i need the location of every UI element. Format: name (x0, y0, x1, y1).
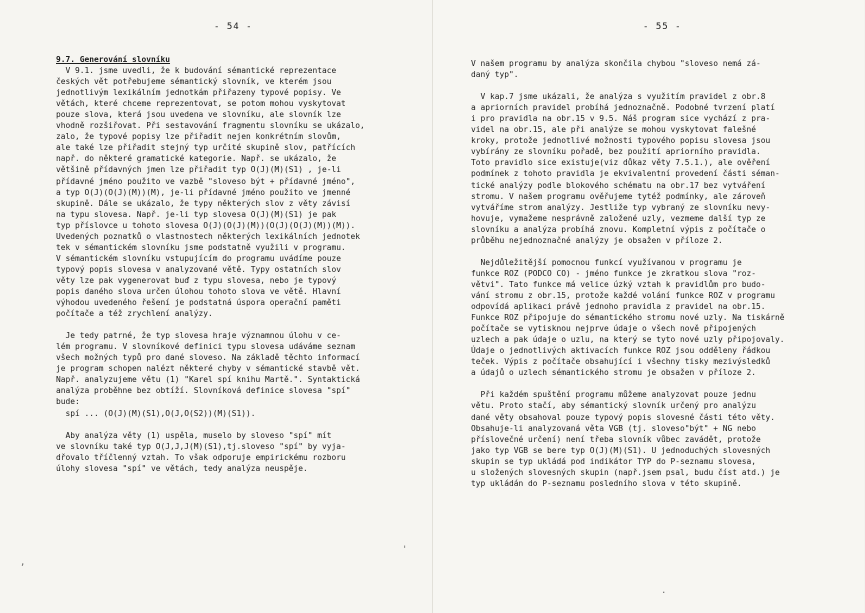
text-line: lém programu. V slovníkové definici typu slovesa udáváme seznam (56, 342, 356, 352)
text-line: Uvedených poznatků o vlastnostech některých lexikálních jednotek (56, 231, 361, 241)
margin-mark: ' (402, 545, 408, 555)
text-line: počítače se vytisknou nejprve údaje o všech nově připojených (471, 324, 757, 334)
text-line: ve slovníku také typ O(J,J,J(M)(S1),tj.sloveso "spí" by vyja- (56, 441, 346, 451)
text-line: všech možných typů pro dané sloveso. Na základě těchto informací (56, 353, 361, 363)
left-page (0, 0, 432, 613)
margin-mark: , (20, 558, 26, 568)
text-line: věty lze pak vygenerovat buď z typu slovesa, nebo je typový (56, 275, 337, 285)
text-line: českých vět potřebujeme sémantický slovník, ve kterém jsou (56, 77, 332, 87)
page-body-text (56, 54, 416, 474)
text-line: slovníku a analýza probíhá znovu. Kompletní výpis z počítače o (471, 224, 766, 234)
text-line: V kap.7 jsme ukázali, že analýza s využitím pravidel z obr.8 (471, 92, 766, 102)
text-line: hovuje, vymažeme nesprávně založené uzly, vezmeme další typ ze (471, 213, 766, 223)
text-line (56, 419, 416, 430)
text-line: přídavné jméno použito ve vazbě "sloveso být + přídavné jméno", (56, 176, 356, 186)
text-line: podmínek z tohoto pravidla je ekvivalentní provedení části séman- (471, 169, 780, 179)
text-line: větách, které chceme reprezentovat, se potom mohou vyskytovat (56, 99, 346, 109)
right-page (432, 0, 864, 613)
text-line: typový popis slovesa v analyzované větě. Typy ostatních slov (56, 264, 342, 274)
text-line: Funkce ROZ připojuje do sémantického stromu nové uzly. Na tiskárně (471, 313, 785, 323)
section-heading: 9.7. Generování slovníku (56, 55, 171, 64)
text-line: výhodou uvedeného řešení je podstatná úspora operační paměti (56, 298, 342, 308)
text-line: spí ... (O(J)(M)(S1),O(J,O(S2))(M)(S1)). (56, 408, 256, 418)
text-line: příslovečné určení) není třeba slovník vůbec zavádět, protože (471, 434, 761, 444)
text-line: V našem programu by analýza skončila chybou "sloveso nemá zá- (471, 59, 761, 68)
text-line: skupin se typ ukládá pod indikátor TYP do P-seznamu slovesa, (471, 456, 757, 466)
text-line: úlohy slovesa "spí" ve větách, tedy analýza neuspěje. (56, 463, 308, 473)
text-line: např. do některé gramatické kategorie. Např. se ukázalo, že (56, 154, 337, 164)
text-line: teček. Výpis z počítače obsahující i všechny tisky mezivýsledků (471, 357, 771, 367)
page-body-text (471, 58, 823, 489)
text-line: Toto pravidlo sice existuje(viz důkaz věty 7.5.1.), ale ověření (471, 158, 771, 168)
text-line: skupině. Dále se ukázalo, že typy některých slov z věty závisí (56, 198, 351, 208)
text-line: V 9.1. jsme uvedli, že k budování sémantické reprezentace (56, 66, 337, 76)
text-line: větu. Proto stačí, aby sémantický slovník určený pro analýzu (471, 401, 757, 411)
text-line: většině přídavných jmen lze přiřadit typ O(J)(M)(S1) , je-li (56, 165, 342, 175)
margin-mark: . (661, 586, 667, 596)
text-line: a údajů o uzlech sémantického stromu je obsažen v příloze 2. (471, 368, 757, 378)
text-line: větvi". Tato funkce má velice úzký vztah k pravidlům pro budo- (471, 279, 766, 289)
text-line (56, 319, 416, 330)
text-line: popis daného slova určen úlohou tohoto slova ve větě. Hlavní (56, 286, 342, 296)
text-line: tek v sémantickém slovníku jsme podstatně využili v programu. (56, 242, 346, 252)
text-line: vybírány ze slovníku pořadě, bez použití apriorního pravidla. (471, 147, 761, 157)
text-line: jako typ VGB se bere typ O(J)(M)(S1). U jednoduchých slovesných (471, 445, 771, 455)
text-line: videl na obr.15, ale při analýze se mohou vyskytovat falešné (471, 125, 757, 135)
text-line (471, 80, 823, 91)
text-line: u složených slovesných skupin (např.jsem psal, budu číst atd.) je (471, 467, 780, 477)
text-line: Údaje o jednotlivých aktivacích funkce ROZ jsou odděleny řádkou (471, 346, 771, 356)
text-line: Aby analýza věty (1) uspěla, muselo by sloveso "spí" mít (56, 430, 332, 440)
text-line: průběhu nejednoznačné analýzy je obsažen v příloze 2. (471, 235, 723, 245)
text-line: je program schopen nalézt některé chyby v sémantické stavbě vět. (56, 364, 361, 374)
text-line: V sémantickém slovníku vstupujícím do programu uvádíme pouze (56, 253, 342, 263)
text-line: ale také lze přiřadit stejný typ určité skupině slov, patřících (56, 143, 356, 153)
text-line: typ ukládán do P-seznamu posledního slova v této skupině. (471, 478, 742, 488)
text-line: odpovídá aplikaci právě jednoho pravidla z pravidel na obr.15. (471, 302, 766, 312)
text-line: stromu. V našem programu ověřujeme tytéž podmínky, ale zároveň (471, 191, 766, 201)
text-line: typ příslovce u tohoto slovesa O(J)(O(J)(M))(O(J)(O(J)(M))(M)). (56, 220, 356, 230)
text-line (471, 378, 823, 389)
text-line: i pro pravidla na obr.15 v 9.5. Náš program sice vychází z pra- (471, 114, 771, 124)
page-number: - 54 - (214, 22, 253, 32)
text-line: a typ O(J)(O(J)(M))(M), je-li přídavné jméno použito ve jmenné (56, 187, 351, 197)
text-line: Obsahuje-li analyzovaná věta VGB (tj. sloveso"být" + NG nebo (471, 423, 757, 433)
text-line: bude: (56, 397, 80, 407)
text-line: tické analýzy podle blokového schématu na obr.17 bez vytváření (471, 180, 766, 190)
text-line: Je tedy patrné, že typ slovesa hraje významnou úlohu v ce- (56, 331, 342, 341)
text-line: uzlech a pak údaje o uzlu, na který se tyto nové uzly připojovaly. (471, 335, 785, 345)
text-line: daný typ". (471, 70, 519, 80)
text-line: jednotlivým lexikálním jednotkám přiřazeny typové popisy. Ve (56, 88, 342, 98)
text-line: dřovalo tříčlenný vztah. To však odporuje empirickému rozboru (56, 452, 346, 462)
text-line: a apriorních pravidel probíhá jednoznačně. Podobné tvrzení platí (471, 103, 776, 113)
text-line: vhodně rozšiřovat. Při sestavování fragmentu slovníku se ukázalo, (56, 121, 365, 131)
text-line: zalo, že typové popisy lze přiřadit nejen konkrétním slovům, (56, 132, 342, 142)
text-line: vání stromu z obr.15, protože každé volání funkce ROZ v programu (471, 290, 776, 300)
text-line: počítače a též zrychlení analýzy. (56, 309, 213, 319)
text-line: funkce ROZ (PODCO CO) - jméno funkce je zkratkou slova "roz- (471, 268, 757, 278)
page-number: - 55 - (643, 22, 682, 32)
text-line: Např. analyzujeme větu (1) "Karel spí knihu Martě.". Syntaktická (56, 375, 361, 385)
text-line (471, 246, 823, 257)
text-line: dané věty obsahoval pouze typový popis slovesné části této věty. (471, 412, 776, 422)
text-line: pouze slova, která jsou uvedena ve slovníku, ale slovník lze (56, 110, 342, 120)
text-line: Při každém spuštění programu můžeme analyzovat pouze jednu (471, 390, 757, 400)
text-line: analýza proběhne bez obtíží. Slovníková definice slovesa "spí" (56, 386, 351, 396)
text-line: kroky, protože jednotlivé možnosti typového popisu slovesa jsou (471, 136, 771, 146)
text-line: vytváříme strom analýzy. Jestliže typ vybraný ze slovníku nevy- (471, 202, 771, 212)
text-line: Nejdůležitější pomocnou funkcí využívanou v programu je (471, 257, 742, 267)
text-line: na typu slovesa. Např. je-li typ slovesa O(J)(M)(S1) je pak (56, 209, 337, 219)
